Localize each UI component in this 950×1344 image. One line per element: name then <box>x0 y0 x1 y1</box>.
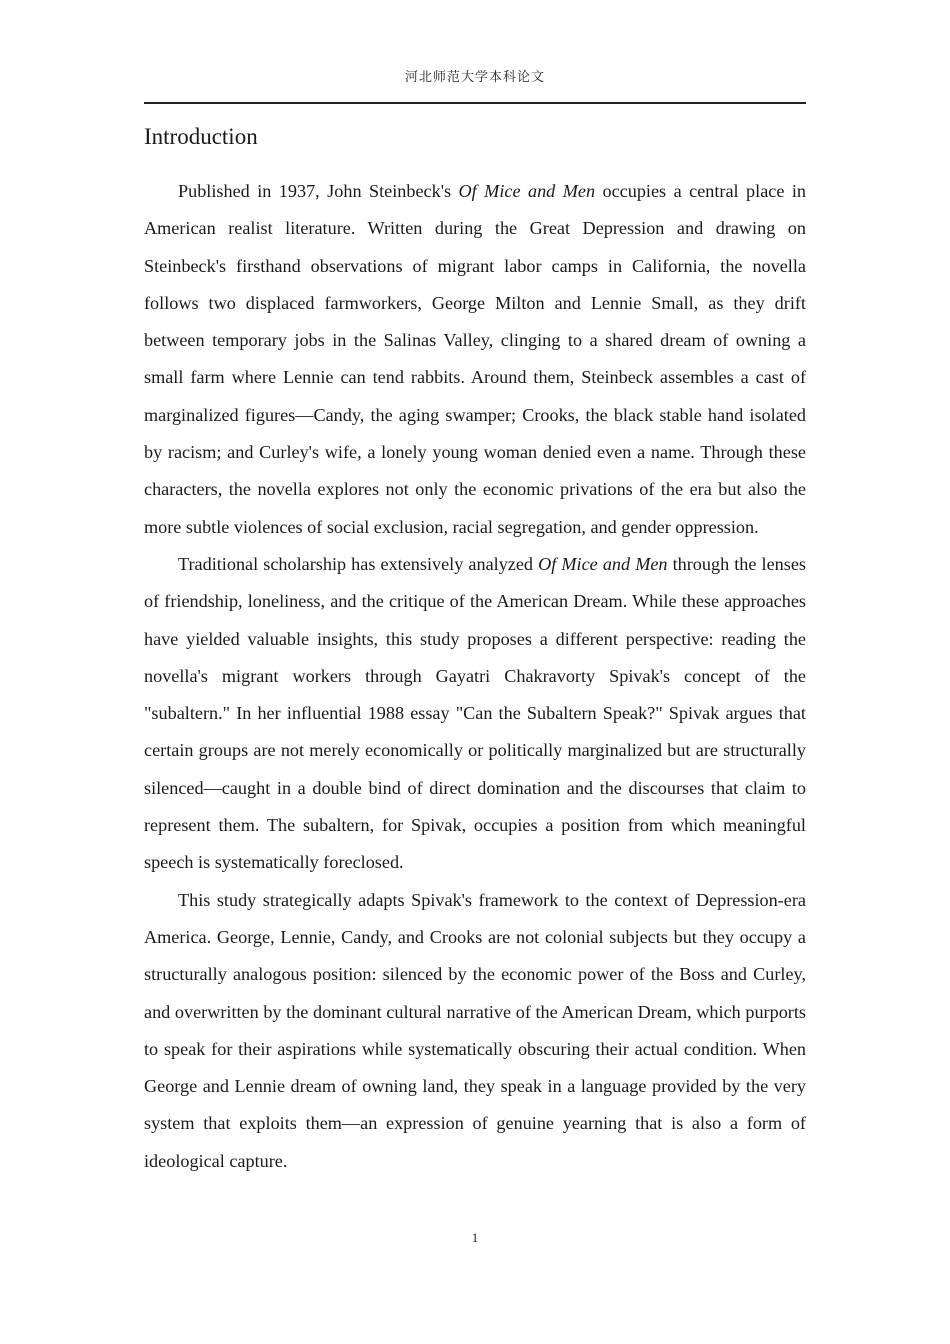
paragraph-text: Published in 1937, John Steinbeck's <box>178 181 459 201</box>
paragraph-3 <box>144 882 806 1180</box>
paragraph-1 <box>144 173 806 546</box>
paragraph-2 <box>144 546 806 882</box>
page-number: 1 <box>471 1230 479 1245</box>
paragraph-text: This study strategically adapts Spivak's framework to the context of Depression-era America. George, Lennie, Candy, and Crooks are not colonial subjects but they occupy a structurally analogous position: silenced by the economic power of the Boss and Curley, and overwritten by the dominant cultural narrative of the American Dream, which purports to speak for their aspirations while systematically obscuring their actual condition. When George and Lennie dream of owning land, they speak in a language provided by the very system that exploits them—an expression of genuine yearning that is also a form of ideological capture. <box>144 889 806 1171</box>
book-title-italic: Of Mice and Men <box>538 553 668 574</box>
running-header: 河北师范大学本科论文 <box>404 70 545 85</box>
header-rule <box>144 102 806 104</box>
paragraph-text: through the lenses of friendship, loneliness, and the critique of the American Dream. While these approaches have yielded valuable insights, this study proposes a different perspective: reading the novella's migrant workers through Gayatri Chakravorty Spivak's concept of the "subaltern." In her influential 1988 essay "Can the Subaltern Speak?" Spivak argues that certain groups are not merely economically or politically marginalized but are structurally silenced—caught in a double bind of direct domination and the discourses that claim to represent them. The subaltern, for Spivak, occupies a position from which meaningful speech is systematically foreclosed. <box>144 553 807 873</box>
paragraph-text: Traditional scholarship has extensively analyzed <box>178 553 539 574</box>
book-title-italic: Of Mice and Men <box>458 181 596 201</box>
paragraph-text: occupies a central place in American realist literature. Written during the Great Depression and drawing on Steinbeck's firsthand observations of migrant labor camps in California, the novella follows two displaced farmworkers, George Milton and Lennie Small, as they drift between temporary jobs in the Salinas Valley, clinging to a shared dream of owning a small farm where Lennie can tend rabbits. Around them, Steinbeck assembles a cast of marginalized figures—Candy, the aging swamper; Crooks, the black stable hand isolated by racism; and Curley's wife, a lonely young woman denied even a name. Through these characters, the novella explores not only the economic privations of the era but also the more subtle violences of social exclusion, racial segregation, and gender oppression. <box>144 181 807 537</box>
section-title: Introduction <box>144 124 258 149</box>
body-text <box>144 173 806 1180</box>
